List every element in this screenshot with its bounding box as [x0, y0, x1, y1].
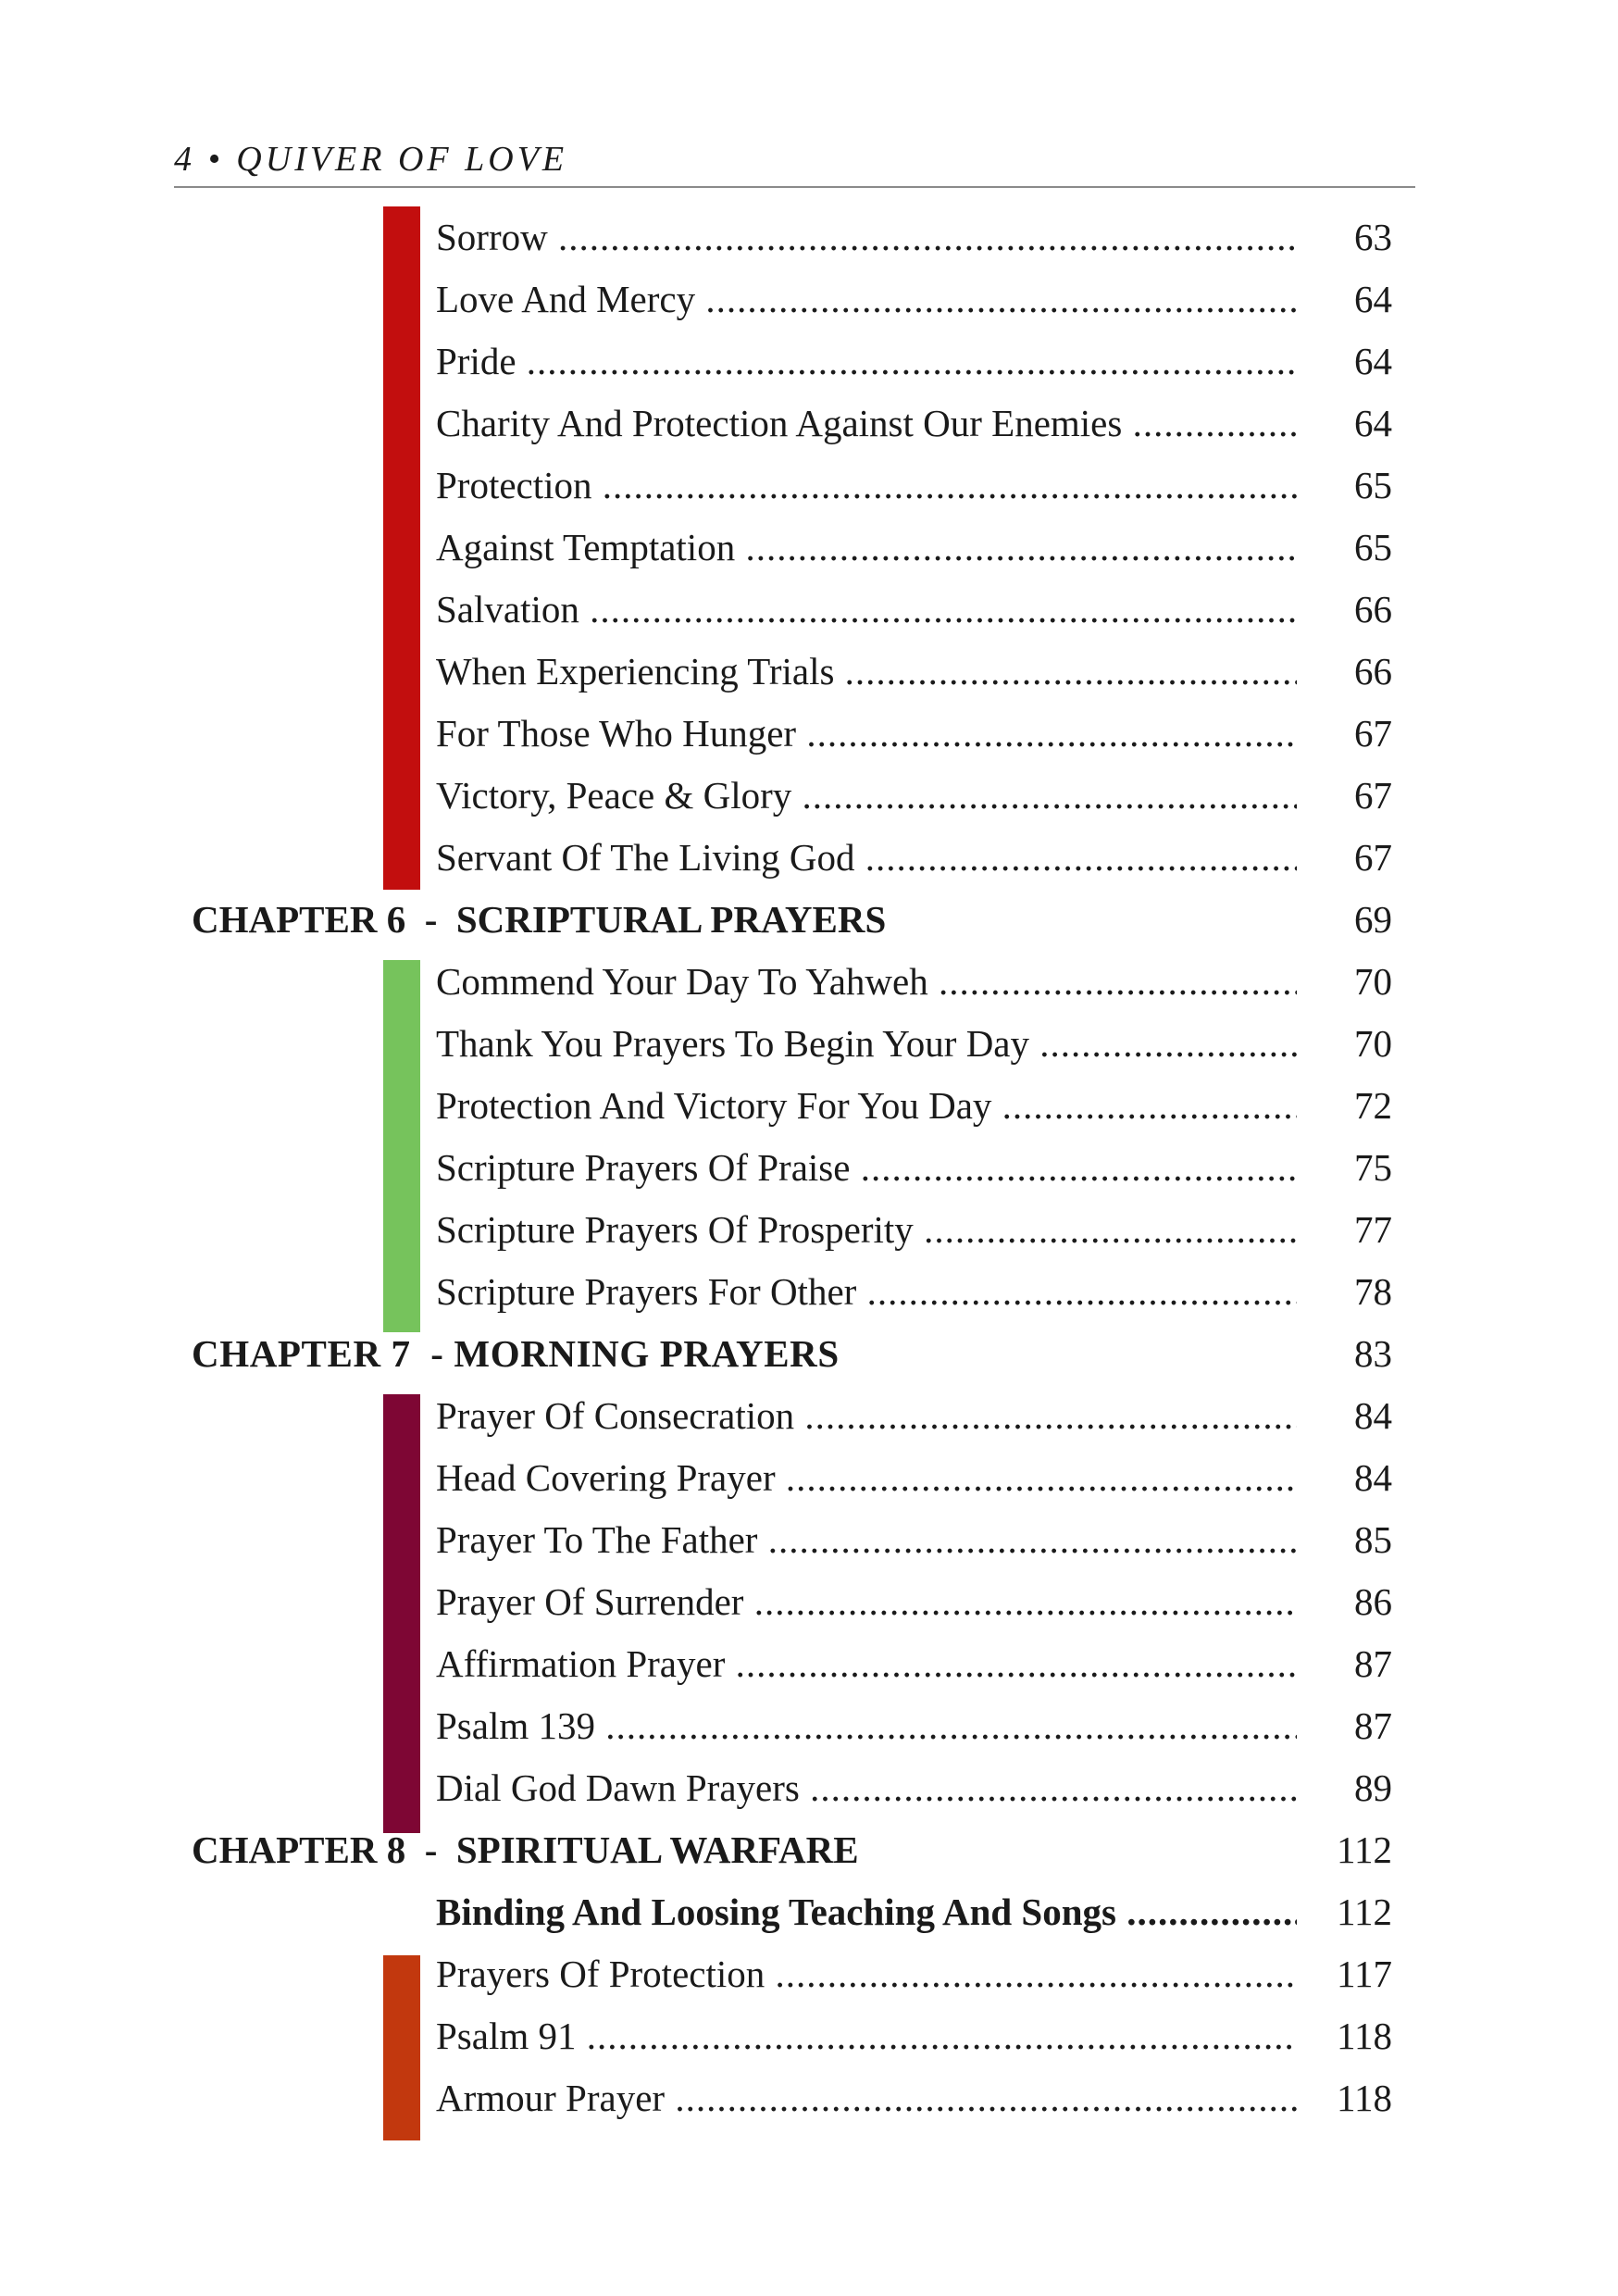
toc-entry-page: 77: [1354, 1208, 1392, 1251]
toc-entry[interactable]: [0, 333, 1618, 395]
toc-entry-title: Scripture Prayers Of Prosperity .....: [436, 1207, 1297, 1252]
chapter-heading-8[interactable]: [0, 1822, 1618, 1884]
toc-entry-title: Victory, Peace & Glory .....: [436, 773, 1297, 817]
toc-entry-page: 112: [1337, 1890, 1392, 1933]
toc-entry-page: 72: [1354, 1084, 1392, 1127]
toc-entry-page: 85: [1354, 1518, 1392, 1561]
toc-entry[interactable]: [0, 767, 1618, 830]
toc-entry-title: Love And Mercy .....: [436, 277, 1297, 321]
toc-entry-page: 118: [1337, 2077, 1392, 2119]
toc-entry-page: 70: [1354, 960, 1392, 1003]
toc-entry[interactable]: [0, 1574, 1618, 1636]
toc-entry-title: For Those Who Hunger .....: [436, 711, 1297, 755]
toc-entry-title: Psalm 139 .....: [436, 1703, 1297, 1748]
toc-entry-page: 84: [1354, 1394, 1392, 1437]
toc-entry[interactable]: [0, 1140, 1618, 1202]
chapter-heading-page: 83: [1354, 1332, 1392, 1375]
toc-entry[interactable]: [0, 1016, 1618, 1078]
toc-entry-title: Scripture Prayers Of Praise .....: [436, 1145, 1297, 1190]
toc-entry-title: Psalm 91 .....: [436, 2014, 1297, 2058]
chapter-heading-title: CHAPTER 7 - MORNING PRAYERS: [192, 1332, 840, 1375]
toc-entry[interactable]: [0, 1264, 1618, 1326]
running-head: 4 • QUIVER OF LOVE: [174, 140, 568, 179]
toc-entry[interactable]: [0, 581, 1618, 643]
toc-entry-page: 65: [1354, 464, 1392, 506]
toc-entry[interactable]: [0, 519, 1618, 581]
toc-entry-title: Sorrow .....: [436, 215, 1297, 259]
toc-entry-title: Charity And Protection Against Our Enemies .....: [436, 401, 1297, 445]
toc-entry-page: 64: [1354, 340, 1392, 382]
chapter-heading-page: 112: [1337, 1828, 1392, 1871]
toc-entry-page: 67: [1354, 774, 1392, 817]
toc-entry-page: 86: [1354, 1580, 1392, 1623]
toc-entry-page: 89: [1354, 1766, 1392, 1809]
toc-entry-page: 117: [1337, 1953, 1392, 1995]
toc-entry-title: Armour Prayer .....: [436, 2076, 1297, 2120]
toc-entry-title: Prayer Of Surrender .....: [436, 1579, 1297, 1624]
toc-entry-title: Prayers Of Protection .....: [436, 1952, 1297, 1996]
toc-entry[interactable]: [0, 2008, 1618, 2070]
toc-entry[interactable]: [0, 1636, 1618, 1698]
toc-entry-page: 64: [1354, 278, 1392, 320]
toc-entry-page: 66: [1354, 650, 1392, 693]
chapter-heading-6[interactable]: [0, 892, 1618, 954]
toc-entry[interactable]: [0, 271, 1618, 333]
toc-entry-page: 118: [1337, 2015, 1392, 2057]
toc-entry[interactable]: [0, 830, 1618, 892]
toc-entry[interactable]: [0, 1450, 1618, 1512]
toc-entry[interactable]: [0, 2070, 1618, 2132]
toc-entry[interactable]: [0, 1760, 1618, 1822]
toc-entry-title: Protection And Victory For You Day .....: [436, 1083, 1297, 1128]
toc-entry[interactable]: [0, 395, 1618, 457]
toc-entry[interactable]: [0, 1078, 1618, 1140]
toc-entry-title: Salvation .....: [436, 587, 1297, 631]
toc-entry-page: 87: [1354, 1642, 1392, 1685]
toc-entry-title: Servant Of The Living God .....: [436, 835, 1297, 880]
toc-entry-page: 87: [1354, 1704, 1392, 1747]
toc-entry-title: Affirmation Prayer .....: [436, 1641, 1297, 1686]
toc-entry-title: Pride .....: [436, 339, 1297, 383]
toc-entry-title: Dial God Dawn Prayers .....: [436, 1766, 1297, 1810]
toc-entry-page: 66: [1354, 588, 1392, 630]
toc-entry-page: 67: [1354, 836, 1392, 879]
toc-entry-page: 63: [1354, 216, 1392, 258]
toc-entry[interactable]: [0, 209, 1618, 271]
toc-entry-title: Prayer Of Consecration .....: [436, 1393, 1297, 1438]
toc-entry-title: Prayer To The Father .....: [436, 1517, 1297, 1562]
chapter-heading-page: 69: [1354, 898, 1392, 941]
toc-entry-title: Scripture Prayers For Other .....: [436, 1269, 1297, 1314]
toc-entry-page: 64: [1354, 402, 1392, 444]
toc-entry[interactable]: [0, 954, 1618, 1016]
toc-entry-title: Thank You Prayers To Begin Your Day .....: [436, 1021, 1297, 1066]
toc-entry-title: Against Temptation .....: [436, 525, 1297, 569]
toc-entry[interactable]: [0, 643, 1618, 705]
chapter-heading-title: CHAPTER 8 - SPIRITUAL WARFARE: [192, 1828, 859, 1871]
toc-entry-title: Head Covering Prayer .....: [436, 1455, 1297, 1500]
toc-entry[interactable]: [0, 1388, 1618, 1450]
toc-entry[interactable]: [0, 457, 1618, 519]
toc-entry-page: 70: [1354, 1022, 1392, 1065]
toc-entry[interactable]: [0, 1512, 1618, 1574]
toc-entry-page: 67: [1354, 712, 1392, 755]
toc-entry-bold[interactable]: [0, 1884, 1618, 1946]
toc-entry-page: 84: [1354, 1456, 1392, 1499]
toc-entry-page: 75: [1354, 1146, 1392, 1189]
chapter-heading-title: CHAPTER 6 - SCRIPTURAL PRAYERS: [192, 898, 887, 941]
header-rule: [174, 186, 1415, 188]
chapter-heading-7[interactable]: [0, 1326, 1618, 1388]
toc-entry[interactable]: [0, 705, 1618, 767]
toc-entry-page: 65: [1354, 526, 1392, 568]
toc-entry[interactable]: [0, 1946, 1618, 2008]
toc-entry[interactable]: [0, 1202, 1618, 1264]
toc-entry[interactable]: [0, 1698, 1618, 1760]
toc-entry-title: Commend Your Day To Yahweh .....: [436, 959, 1297, 1004]
toc-entry-title: Protection .....: [436, 463, 1297, 507]
toc-entry-page: 78: [1354, 1270, 1392, 1313]
toc-entry-title: Binding And Loosing Teaching And Songs .....: [436, 1890, 1297, 1934]
toc-entry-title: When Experiencing Trials .....: [436, 649, 1297, 693]
